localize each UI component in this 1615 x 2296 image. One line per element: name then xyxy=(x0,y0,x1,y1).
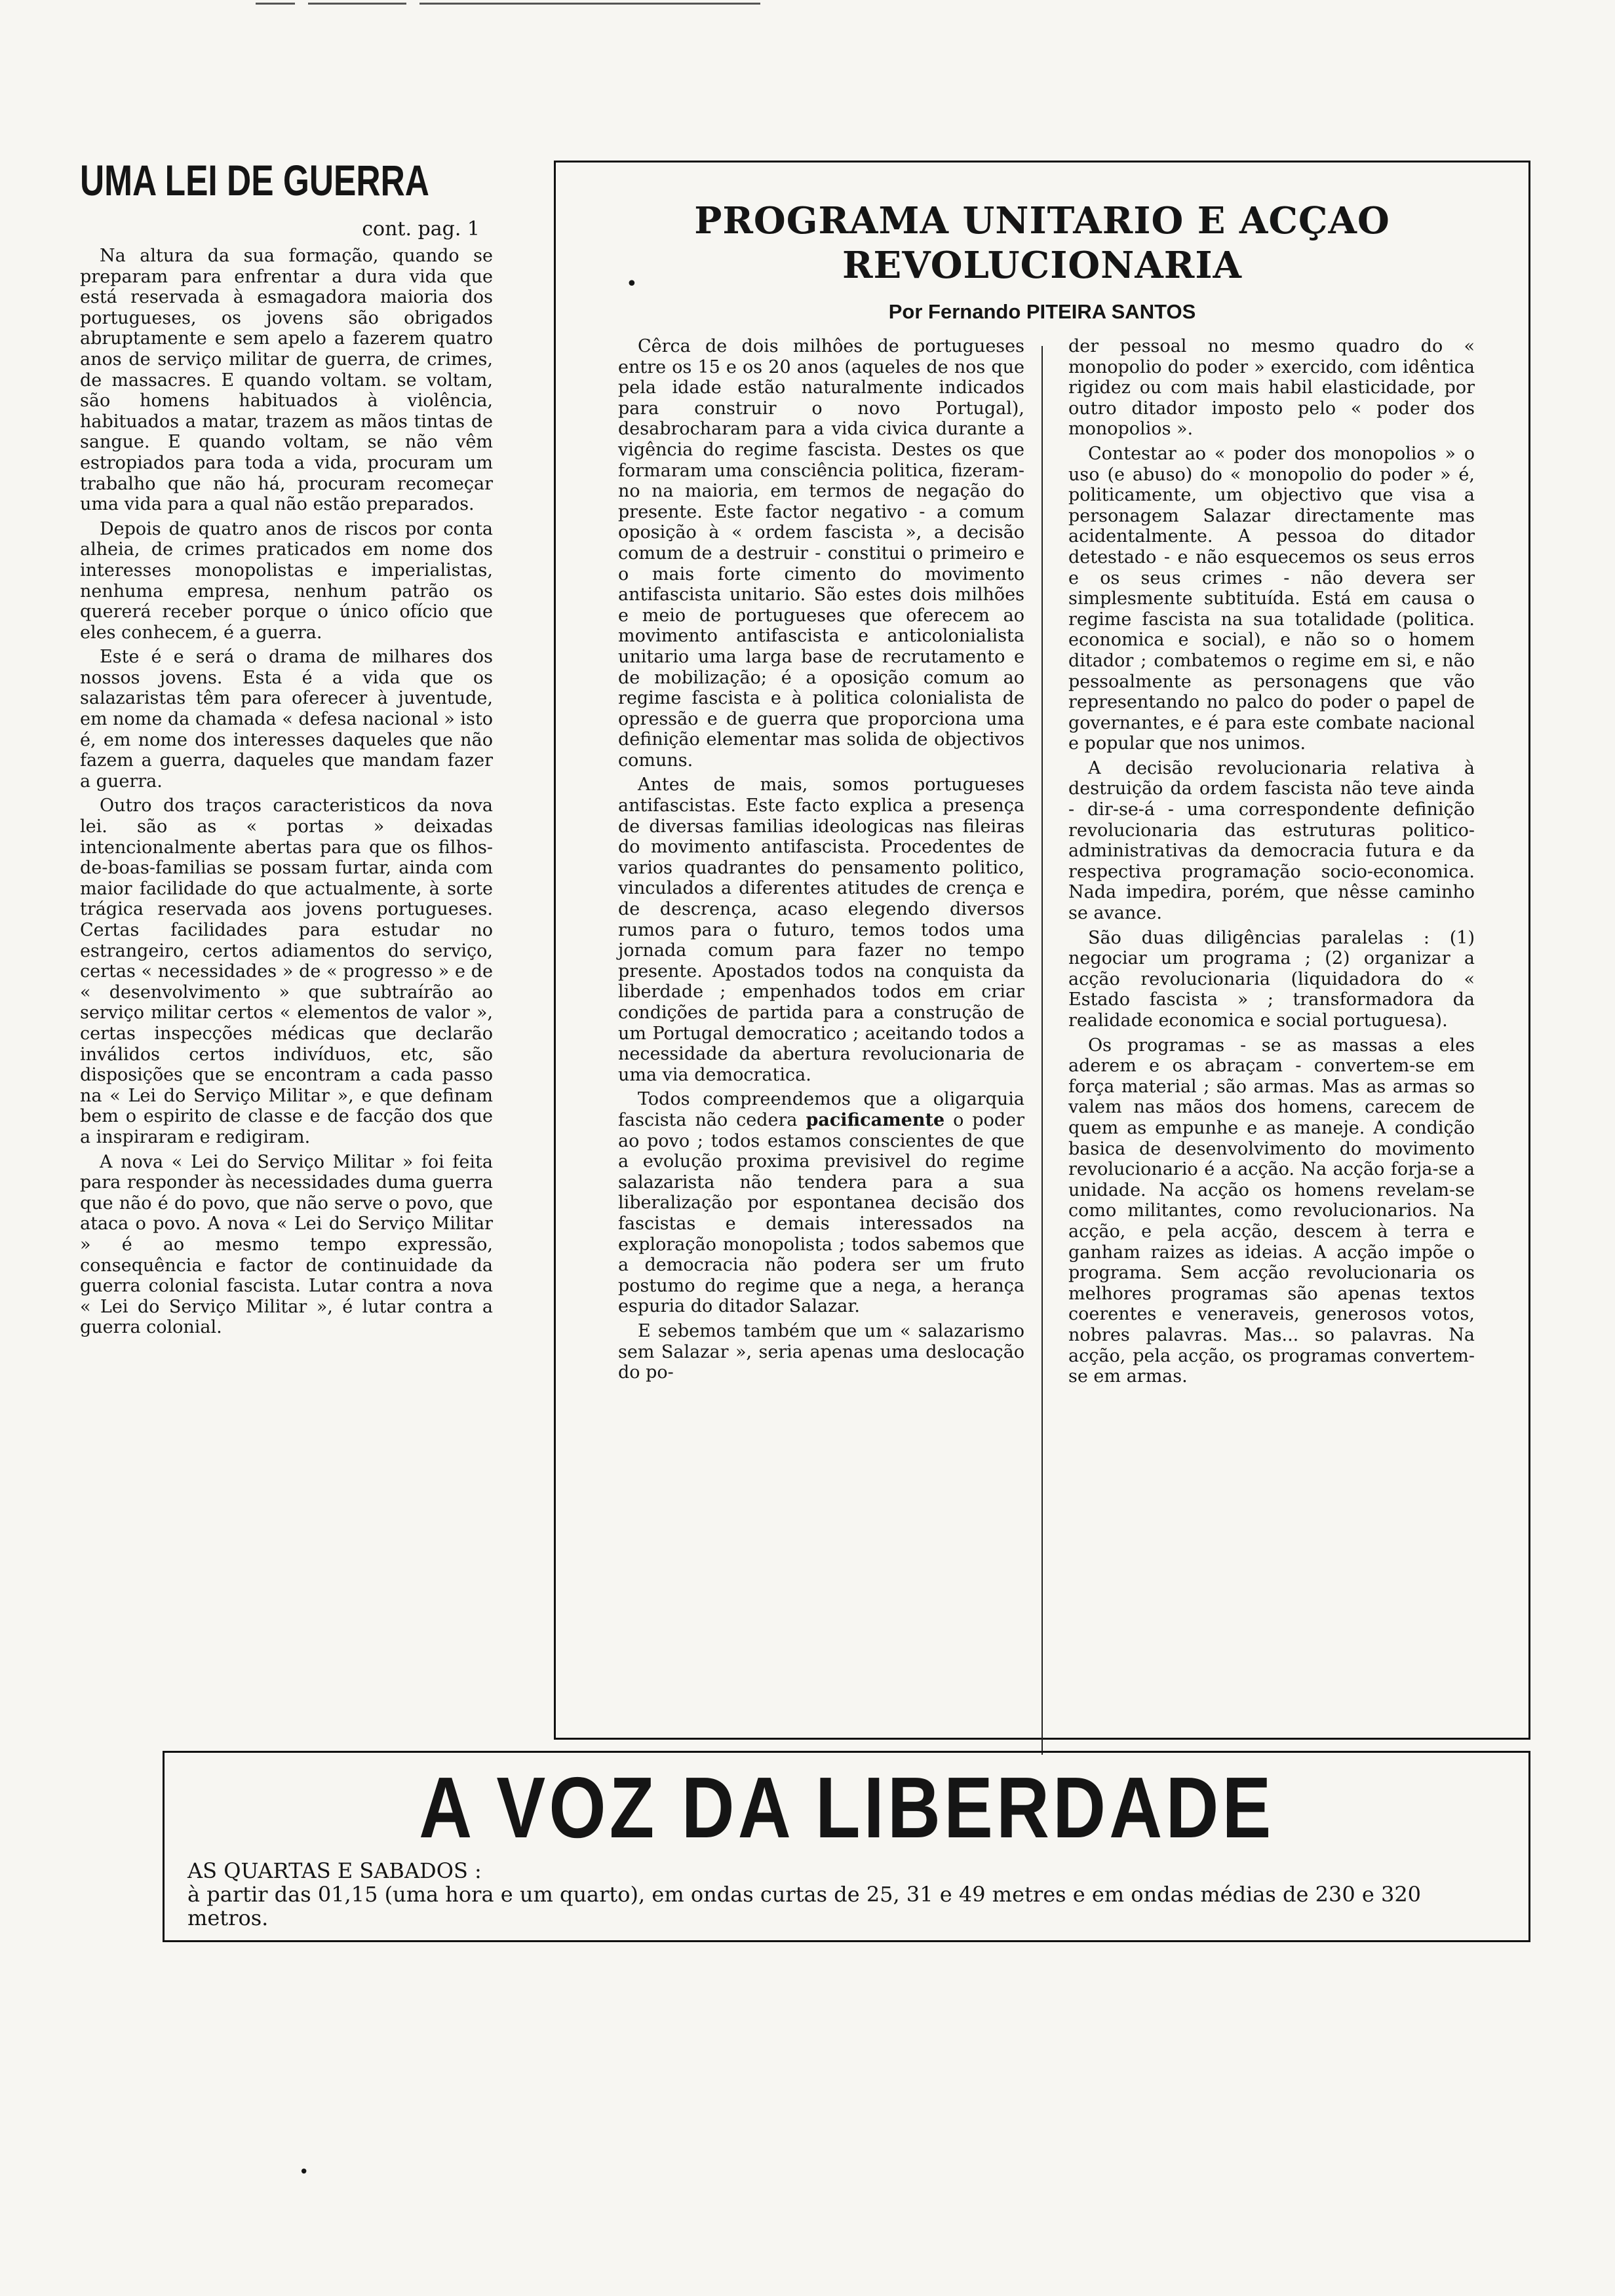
banner-title-text: A VOZ DA LIBERDADE xyxy=(418,1759,1275,1856)
stray-mark: • xyxy=(299,2162,309,2182)
left-article-paragraph: Este é e será o drama de milhares dos nossos jovens. Esta é a vida que os salazaristas têm para oferecer à juventude, em nome da chamada « defesa nacional » isto é, em nome dos interesses daqueles que não fazem a guerra, daqueles que mandam fazer a guerra. xyxy=(80,647,493,792)
left-article-paragraph: A nova « Lei do Serviço Militar » foi feita para responder às necessidades duma guerra que não é do povo, que não serve o povo, que ataca o povo. A nova « Lei do Serviço Militar » é ao mesmo tempo expressão, consequência e factor de continuidade da guerra colonial fascista. Lutar contra a nova « Lei do Serviço Militar », é lutar contra a guerra colonial. xyxy=(80,1151,493,1338)
left-article-body xyxy=(80,246,493,1338)
boxed-article-paragraph: E sebemos também que um « salazarismo sem Salazar », seria apenas uma deslocação do po- xyxy=(618,1320,1024,1383)
boxed-article-column-2 xyxy=(1068,336,1475,1391)
boxed-article-title-line: PROGRAMA UNITARIO E ACÇAO xyxy=(694,199,1390,242)
left-article xyxy=(80,147,493,1342)
banner-title xyxy=(165,1759,1528,1856)
byline: Por Fernando PITEIRA SANTOS xyxy=(888,300,1196,323)
left-article-paragraph: Na altura da sua formação, quando se preparam para enfrentar a dura vida que está reservada à esmagadora maioria dos portugueses, os jovens são obrigados abruptamente e sem apelo a fazerem quatro anos de serviço militar de guerra, de crimes, de massacres. E quando voltam. se voltam, são homens habituados à violência, habituados a matar, trazem as mãos tintas de sangue. E quando voltam, se não vêm estropiados para toda a vida, procuram um trabalho que não há, procuram recomeçar uma vida para a qual não estão preparados. xyxy=(80,246,493,515)
boxed-article-column-1 xyxy=(618,336,1024,1387)
paragraph-text: o poder ao povo ; todos estamos conscientes de que a evolução proxima previsivel do regime salazarista não tendera para a sua liberalização por espontanea decisão dos fascistas e demais interessados na exploração monopolista ; todos sabemos que a democracia não podera ser um fruto postumo do regime que a nega, a herança espuria do ditador Salazar. xyxy=(618,1109,1025,1317)
boxed-article-paragraph: Contestar ao « poder dos monopolios » o uso (e abuso) do « monopolio do poder » é, politicamente, um objectivo que visa a personagem Salazar directamente mas acidentalmente. A pessoa do ditador detestado - e não esquecemos os seus erros e os seus crimes - não devera ser simplesmente subtituída. Está em causa o regime fascista na sua totalidade (politica. economica e social), e não so o homem ditador ; combatemos o regime em si, e não pessoalmente as personagens que vão representando no palco do poder o papel de governantes, e é para este combate nacional e popular que nos unimos. xyxy=(1068,443,1475,754)
top-edge-rule xyxy=(419,3,760,5)
banner-schedule-days: AS QUARTAS E SABADOS : xyxy=(187,1858,482,1883)
boxed-article-paragraph: Os programas - se as massas a eles aderem e os abraçam - convertem-se em força material ; são armas. Mas as armas so valem nas mãos dos homens, carecem de quem as empunhe e as maneje. A condição basica de desenvolvimento do movimento revolucionario é a acção. Na acção forja-se a unidade. Na acção os homens revelam-se como militantes, como revolucionarios. Na acção, e pela acção, descem à terra e ganham raizes as ideias. A acção impõe o programa. Sem acção revolucionaria os melhores programas são apenas textos coerentes e veneraveis, generosos votos, nobres palavras. Mas... so palavras. Na acção, pela acção, os programas convertem-se em armas. xyxy=(1068,1035,1475,1387)
boxed-article-title-line: REVOLUCIONARIA xyxy=(842,244,1242,287)
boxed-article-paragraph: São duas diligências paralelas : (1) negociar um programa ; (2) organizar a acção revolucionaria (liquidadora do « Estado fascista » ; transformadora da realidade economica e social portuguesa). xyxy=(1068,927,1475,1031)
boxed-article-paragraph xyxy=(618,1089,1024,1317)
continued-note: cont. pag. 1 xyxy=(362,218,480,240)
boxed-article-paragraph: Antes de mais, somos portugueses antifascistas. Este facto explica a presença de diversas familias ideologicas nas fileiras do movimento antifascista. Procedentes de varios quadrantes do pensamento politico, vinculados a diferentes atitudes de crença e de descrença, acaso elegendo diversos rumos para o futuro, temos todos uma jornada comum para fazer no tempo presente. Apostados todos na conquista da liberdade ; empenhados todos em criar condições de partida para a construção de um Portugal democratico ; aceitando todos a necessidade da abertura revolucionaria de uma via democratica. xyxy=(618,775,1024,1085)
boxed-article-paragraph: A decisão revolucionaria relativa à destruição da ordem fascista não teve ainda - dir-se-á - uma correspondente definição revolucionaria das estruturas politico-administrativas da democracia futura e da respectiva programação socio-economica. Nada impedira, porém, que nêsse caminho se avance. xyxy=(1068,757,1475,924)
top-edge-rule xyxy=(308,3,406,5)
top-edge-rule xyxy=(256,3,295,5)
boxed-article-paragraph: Cêrca de dois milhôes de portugueses entre os 15 e os 20 anos (aqueles de nos que pela idade estão naturalmente indicados para construir o novo Portugal), desabrocharam para a vida civica durante a vigência do regime fascista. Destes os que formaram uma consciência politica, fizeram-no na maioria, em termos de negação do presente. Este factor negativo - a comum oposição à « ordem fascista », a decisão comum de a destruir - constitui o primeiro e o mais forte cimento do movimento antifascista unitario. São estes dois milhões e meio de portugueses que oferecem ao movimento antifascista e anticolonialista unitario uma larga base de recrutamento e de mobilização; é a oposição comum ao regime fascista e à politica colonialista de opressão e de guerra que proporciona uma definição elementar mas solida de objectivos comuns. xyxy=(618,336,1024,771)
paragraph-text: Todos compreendemos que a oligarquia fascista não cedera xyxy=(618,1089,1024,1130)
emphasized-word: pacificamente xyxy=(806,1109,945,1130)
left-article-paragraph: Depois de quatro anos de riscos por conta alheia, de crimes praticados em nome dos interesses monopolistas e imperialistas, nenhuma empresa, nenhum patrão os quererá receber porque o único ofício que eles conhecem, é a guerra. xyxy=(80,518,493,643)
column-divider xyxy=(1041,346,1043,1755)
radio-banner xyxy=(163,1751,1530,1942)
boxed-article-paragraph: der pessoal no mesmo quadro do « monopolio do poder » exercido, com idêntica rigidez ou com mais habil elasticidade, por outro ditador imposto pelo « poder dos monopolios ». xyxy=(1068,336,1475,440)
boxed-article xyxy=(554,161,1530,1740)
banner-schedule-details: à partir das 01,15 (uma hora e um quarto), em ondas curtas de 25, 31 e 49 metres e em ondas médias de 230 e 320 metros. xyxy=(187,1882,1422,1930)
stray-dot: • xyxy=(626,273,638,296)
boxed-article-title xyxy=(556,199,1528,288)
left-article-title: UMA LEI DE GUERRA xyxy=(80,156,429,204)
left-article-paragraph: Outro dos traços caracteristicos da nova lei. são as « portas » deixadas intencionalmente abertas para que os filhos-de-boas-familias se possam furtar, ainda com maior facilidade do que actualmente, à sorte trágica reservada aos jovens portugueses. Certas facilidades para estudar no estrangeiro, certos adiamentos do serviço, certas « necessidades » de « progresso » e de « desenvolvimento » que subtraírão ao serviço militar certos « elementos de valor », certas inspecções médicas que declarão inválidos certos indivíduos, etc, são disposições que se encontram a cada passo na « Lei do Serviço Militar », e que definam bem o espirito de classe e de facção dos que a inspiraram e redigiram. xyxy=(80,795,493,1147)
